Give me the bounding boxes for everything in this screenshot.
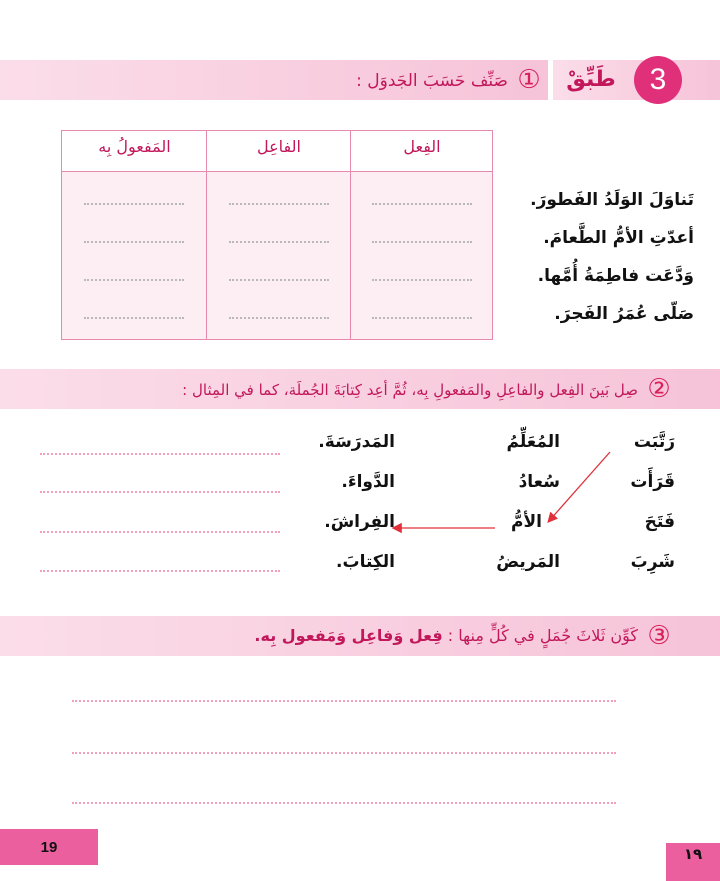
sentence-4: صَلّى عُمَرُ الفَجرَ. (554, 304, 694, 324)
table-header-object: المَفعولُ بِه (98, 137, 171, 156)
exercise2-number: ② (647, 374, 671, 404)
table-header-verb: الفِعل (403, 137, 441, 156)
page-number-arabic: ١٩ (683, 845, 703, 863)
object-1[interactable]: المَدرَسَةَ. (318, 432, 395, 452)
exercise3-instruction (160, 622, 638, 650)
subject-4[interactable]: المَريضُ (496, 552, 560, 572)
exercise1-instruction: صَنِّف حَسَبَ الجَدوَل : (356, 71, 508, 91)
answer-line[interactable] (40, 570, 280, 572)
object-3[interactable]: الفِراشَ. (324, 512, 395, 532)
page-number-latin: 19 (40, 838, 58, 856)
exercise3-instruction-main: كَوِّن ثَلاثَ جُمَلٍ في كُلٍّ مِنها : (447, 626, 638, 645)
exercise1-number: ① (517, 65, 541, 95)
verb-3[interactable]: فَتَحَ (644, 512, 675, 532)
sentence-2: أعدّتِ الأمُّ الطَّعامَ. (543, 228, 694, 248)
section-title: طَبِّقْ (566, 67, 616, 92)
exercise3-instruction-highlight: فِعل وَفاعِل وَمَفعول بِه. (254, 626, 443, 645)
subject-3[interactable]: الأمُّ (511, 512, 542, 532)
object-4[interactable]: الكِتابَ. (336, 552, 395, 572)
verb-2[interactable]: قَرَأَت (630, 472, 675, 492)
answer-line[interactable] (40, 491, 280, 493)
table-header-subject: الفاعِل (257, 137, 301, 156)
answer-line[interactable] (72, 752, 616, 754)
example-arrow-verb-to-subject (549, 452, 610, 521)
exercise3-number: ③ (647, 621, 671, 651)
answer-line[interactable] (72, 802, 616, 804)
page-number-tab-right (666, 843, 720, 881)
answer-line[interactable] (40, 531, 280, 533)
object-2[interactable]: الدَّواءَ. (341, 472, 395, 492)
subject-2[interactable]: سُعادُ (518, 472, 560, 492)
answer-line[interactable] (72, 700, 616, 702)
verb-1[interactable]: رَتَّبَت (633, 432, 675, 452)
answer-line[interactable] (40, 453, 280, 455)
exercise2-instruction: صِل بَينَ الفِعل والفاعِلِ والمَفعولِ بِه، ثُمَّ أعِد كِتابَةَ الجُملَة، كما في المِثال : (182, 381, 638, 399)
sentence-1: تَناوَلَ الوَلَدُ الفَطورَ. (530, 190, 694, 210)
subject-1[interactable]: المُعَلِّمُ (506, 432, 560, 452)
section-number: 3 (649, 63, 667, 96)
verb-4[interactable]: شَرِبَ (630, 552, 675, 572)
sentence-3: وَدَّعَت فاطِمَةُ أُمَّها. (537, 266, 694, 286)
page-number-tab-left (0, 829, 98, 865)
